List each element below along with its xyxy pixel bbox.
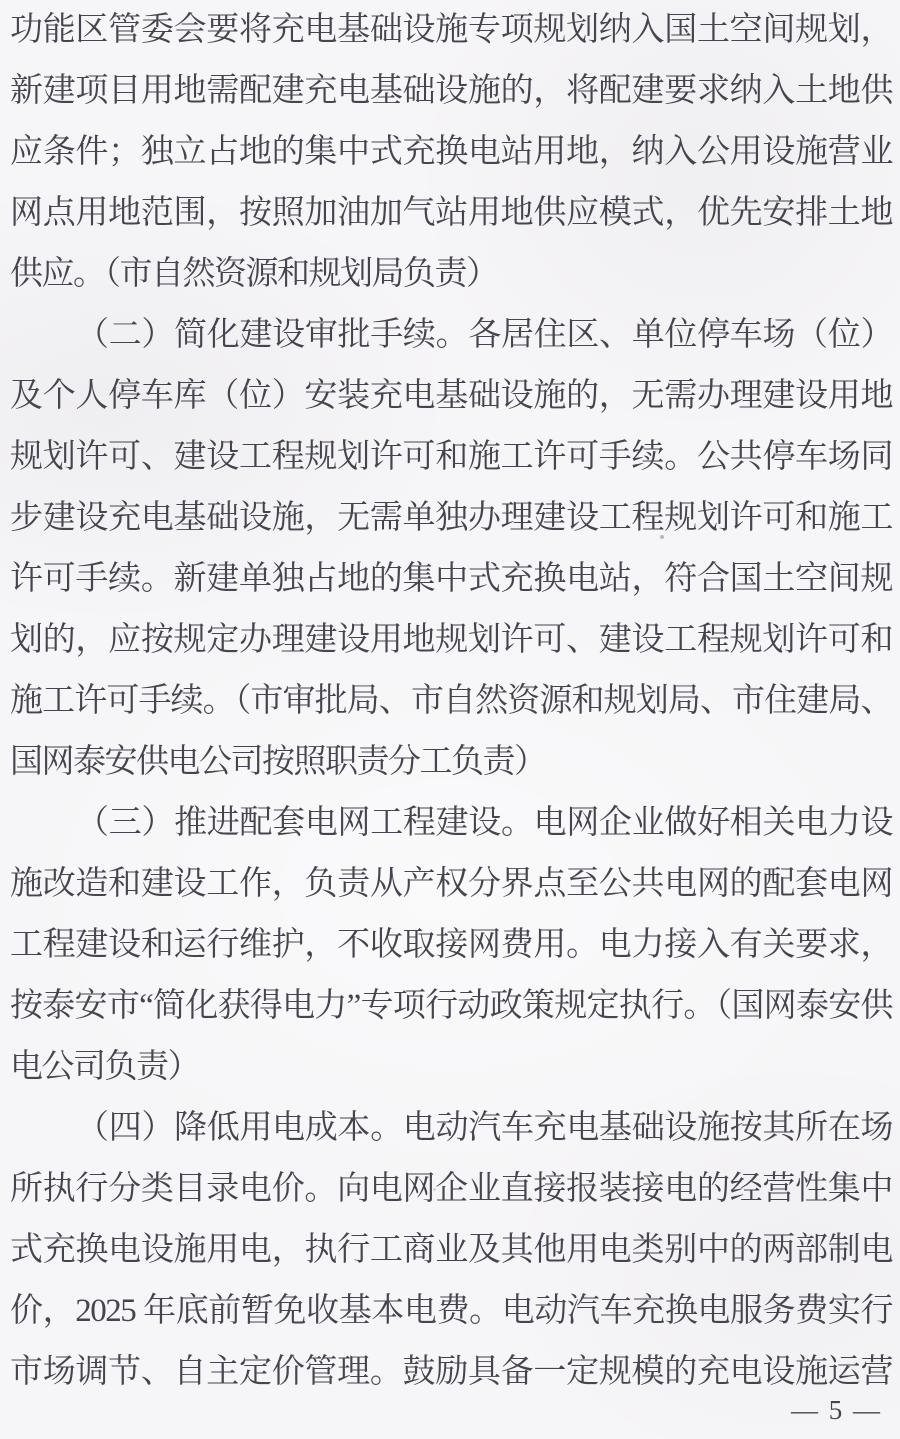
text-line: 规划许可、建设工程规划许可和施工许可手续。公共停车场同 <box>10 439 892 475</box>
document-text-block <box>10 0 892 1403</box>
paragraph-continuation <box>10 0 892 305</box>
text-line: 国网泰安供电公司按照职责分工负责） <box>10 744 546 780</box>
text-line: 施改造和建设工作，负责从产权分界点至公共电网的配套电网 <box>10 866 892 902</box>
text-line: 功能区管委会要将充电基础设施专项规划纳入国土空间规划， <box>10 12 892 48</box>
paragraph-item-2 <box>10 305 892 793</box>
text-line: （二）简化建设审批手续。各居住区、单位停车场（位） <box>76 317 892 353</box>
text-line: 所执行分类目录电价。向电网企业直接报装接电的经营性集中 <box>10 1171 892 1207</box>
text-line: 市场调节、自主定价管理。鼓励具备一定规模的充电设施运营 <box>10 1354 892 1390</box>
text-line: 网点用地范围，按照加油加气站用地供应模式，优先安排土地 <box>10 195 892 231</box>
text-line: 划的，应按规定办理建设用地规划许可、建设工程规划许可和 <box>10 622 892 658</box>
scan-speck <box>822 568 825 571</box>
text-line: 新建项目用地需配建充电基础设施的，将配建要求纳入土地供 <box>10 73 892 109</box>
page-number: — 5 — <box>791 1395 882 1425</box>
scan-speck <box>433 1188 436 1191</box>
scan-speck <box>660 535 664 539</box>
text-line: 供应。（市自然资源和规划局负责） <box>10 256 498 292</box>
text-line: 许可手续。新建单独占地的集中式充换电站，符合国土空间规 <box>10 561 892 597</box>
text-line: 价，2025 年底前暂免收基本电费。电动汽车充换电服务费实行 <box>10 1293 892 1329</box>
text-line: 施工许可手续。（市审批局、市自然资源和规划局、市住建局、 <box>10 683 892 719</box>
text-line: 工程建设和运行维护，不收取接网费用。电力接入有关要求， <box>10 927 892 963</box>
paragraph-item-4 <box>10 1098 892 1403</box>
text-line: 式充换电设施用电，执行工商业及其他用电类别中的两部制电 <box>10 1232 892 1268</box>
text-line: 应条件；独立占地的集中式充换电站用地，纳入公用设施营业 <box>10 134 892 170</box>
text-line: 按泰安市“简化获得电力”专项行动政策规定执行。（国网泰安供 <box>10 988 892 1024</box>
text-line: 电公司负责） <box>10 1049 199 1085</box>
text-line: 步建设充电基础设施，无需单独办理建设工程规划许可和施工 <box>10 500 892 536</box>
paragraph-item-3 <box>10 793 892 1098</box>
text-line: 及个人停车库（位）安装充电基础设施的，无需办理建设用地 <box>10 378 892 414</box>
text-line: （三）推进配套电网工程建设。电网企业做好相关电力设 <box>76 805 892 841</box>
text-line: （四）降低用电成本。电动汽车充电基础设施按其所在场 <box>76 1110 892 1146</box>
